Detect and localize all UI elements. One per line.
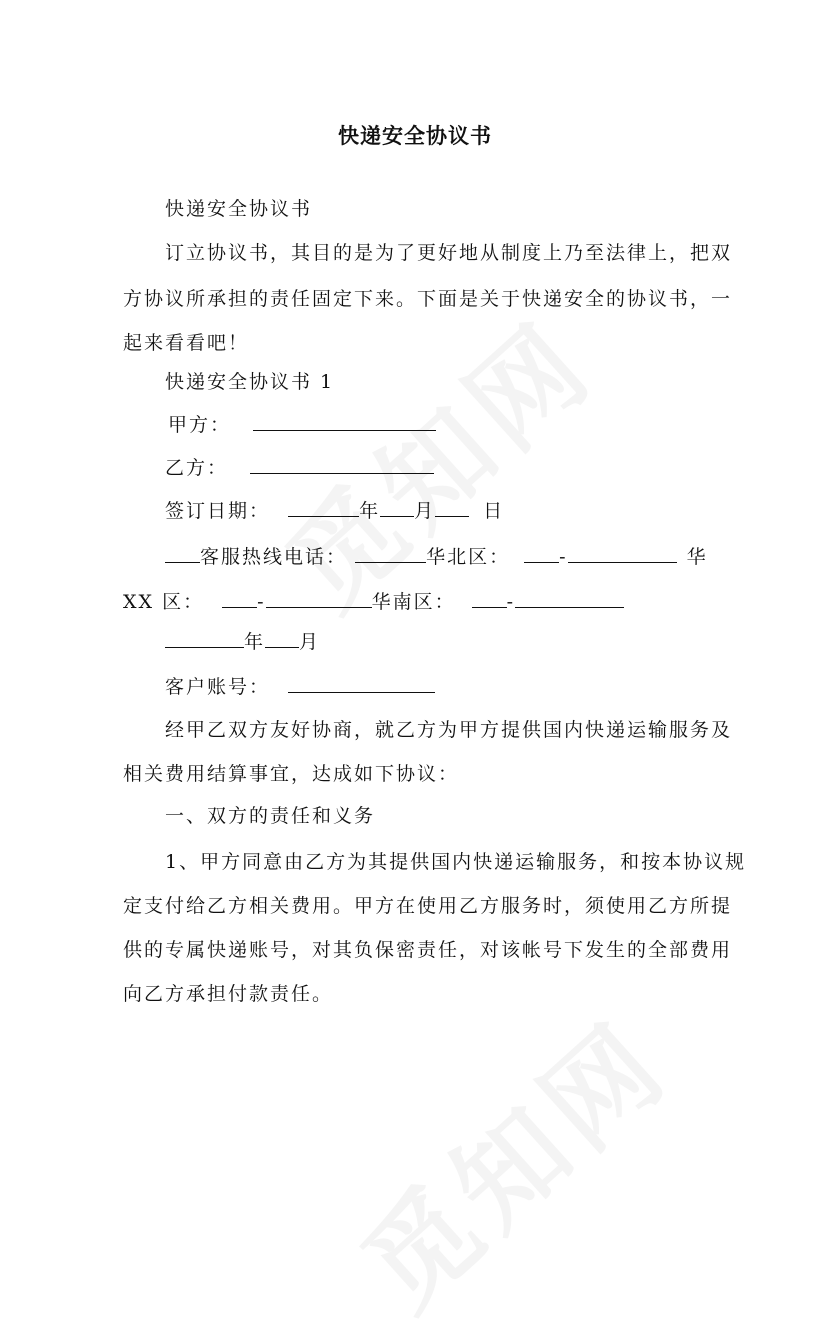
party-b-blank[interactable] xyxy=(250,455,434,474)
section-title: 快递安全协议书 1 xyxy=(165,371,335,393)
clause-paragraph: 1、甲方同意由乙方为其提供国内快递运输服务，和按本协议规 xyxy=(165,851,747,873)
xx-number-blank[interactable] xyxy=(266,589,372,608)
chapter-title: 一、双方的责任和义务 xyxy=(165,805,376,827)
north-number-blank[interactable] xyxy=(568,544,677,563)
south-area-blank[interactable] xyxy=(472,589,507,608)
agreement-paragraph: 经甲乙双方友好协商，就乙方为甲方提供国内快递运输服务及 xyxy=(165,719,733,741)
agreement-paragraph: 相关费用结算事宜，达成如下协议： xyxy=(123,763,460,785)
account-label: 客户账号： xyxy=(165,676,271,698)
region-field: XX 区： - 华南区： - xyxy=(123,589,624,615)
hotline-field: 客服热线电话： 华北区： - 华 xyxy=(165,544,708,570)
document-title: 快递安全协议书 xyxy=(338,124,492,148)
intro-paragraph: 方协议所承担的责任固定下来。下面是关于快递安全的协议书，一 xyxy=(123,288,733,310)
clause-paragraph: 供的专属快递账号，对其负保密责任，对该帐号下发生的全部费用 xyxy=(123,939,733,961)
month-blank[interactable] xyxy=(380,498,414,517)
party-a-blank[interactable] xyxy=(253,412,436,431)
intro-paragraph: 订立协议书，其目的是为了更好地从制度上乃至法律上，把双 xyxy=(165,242,733,264)
sign-date-field: 签订日期： 年 月 日 xyxy=(165,500,505,522)
day-blank[interactable] xyxy=(435,498,469,517)
intro-paragraph: 起来看看吧！ xyxy=(123,332,250,354)
date-field: 年 月 xyxy=(165,629,320,655)
clause-paragraph: 向乙方承担付款责任。 xyxy=(123,983,334,1005)
party-a-field xyxy=(168,412,436,438)
party-b-field xyxy=(165,455,434,481)
subtitle: 快递安全协议书 xyxy=(165,198,313,220)
south-number-blank[interactable] xyxy=(515,589,624,608)
date-year-blank[interactable] xyxy=(165,629,244,648)
date-month-blank[interactable] xyxy=(265,629,299,648)
party-b-label: 乙方： xyxy=(165,457,229,479)
party-a-label: 甲方： xyxy=(168,414,232,436)
clause-paragraph: 定支付给乙方相关费用。甲方在使用乙方服务时，须使用乙方所提 xyxy=(123,895,733,917)
account-blank[interactable] xyxy=(288,674,435,693)
hotline-blank[interactable] xyxy=(355,544,426,563)
year-blank[interactable] xyxy=(288,498,359,517)
watermark xyxy=(323,980,696,1338)
xx-area-blank[interactable] xyxy=(222,589,257,608)
north-area-blank[interactable] xyxy=(524,544,559,563)
sign-date-label: 签订日期： xyxy=(165,500,271,522)
account-field xyxy=(165,674,435,700)
hotline-prefix-blank[interactable] xyxy=(165,544,200,563)
